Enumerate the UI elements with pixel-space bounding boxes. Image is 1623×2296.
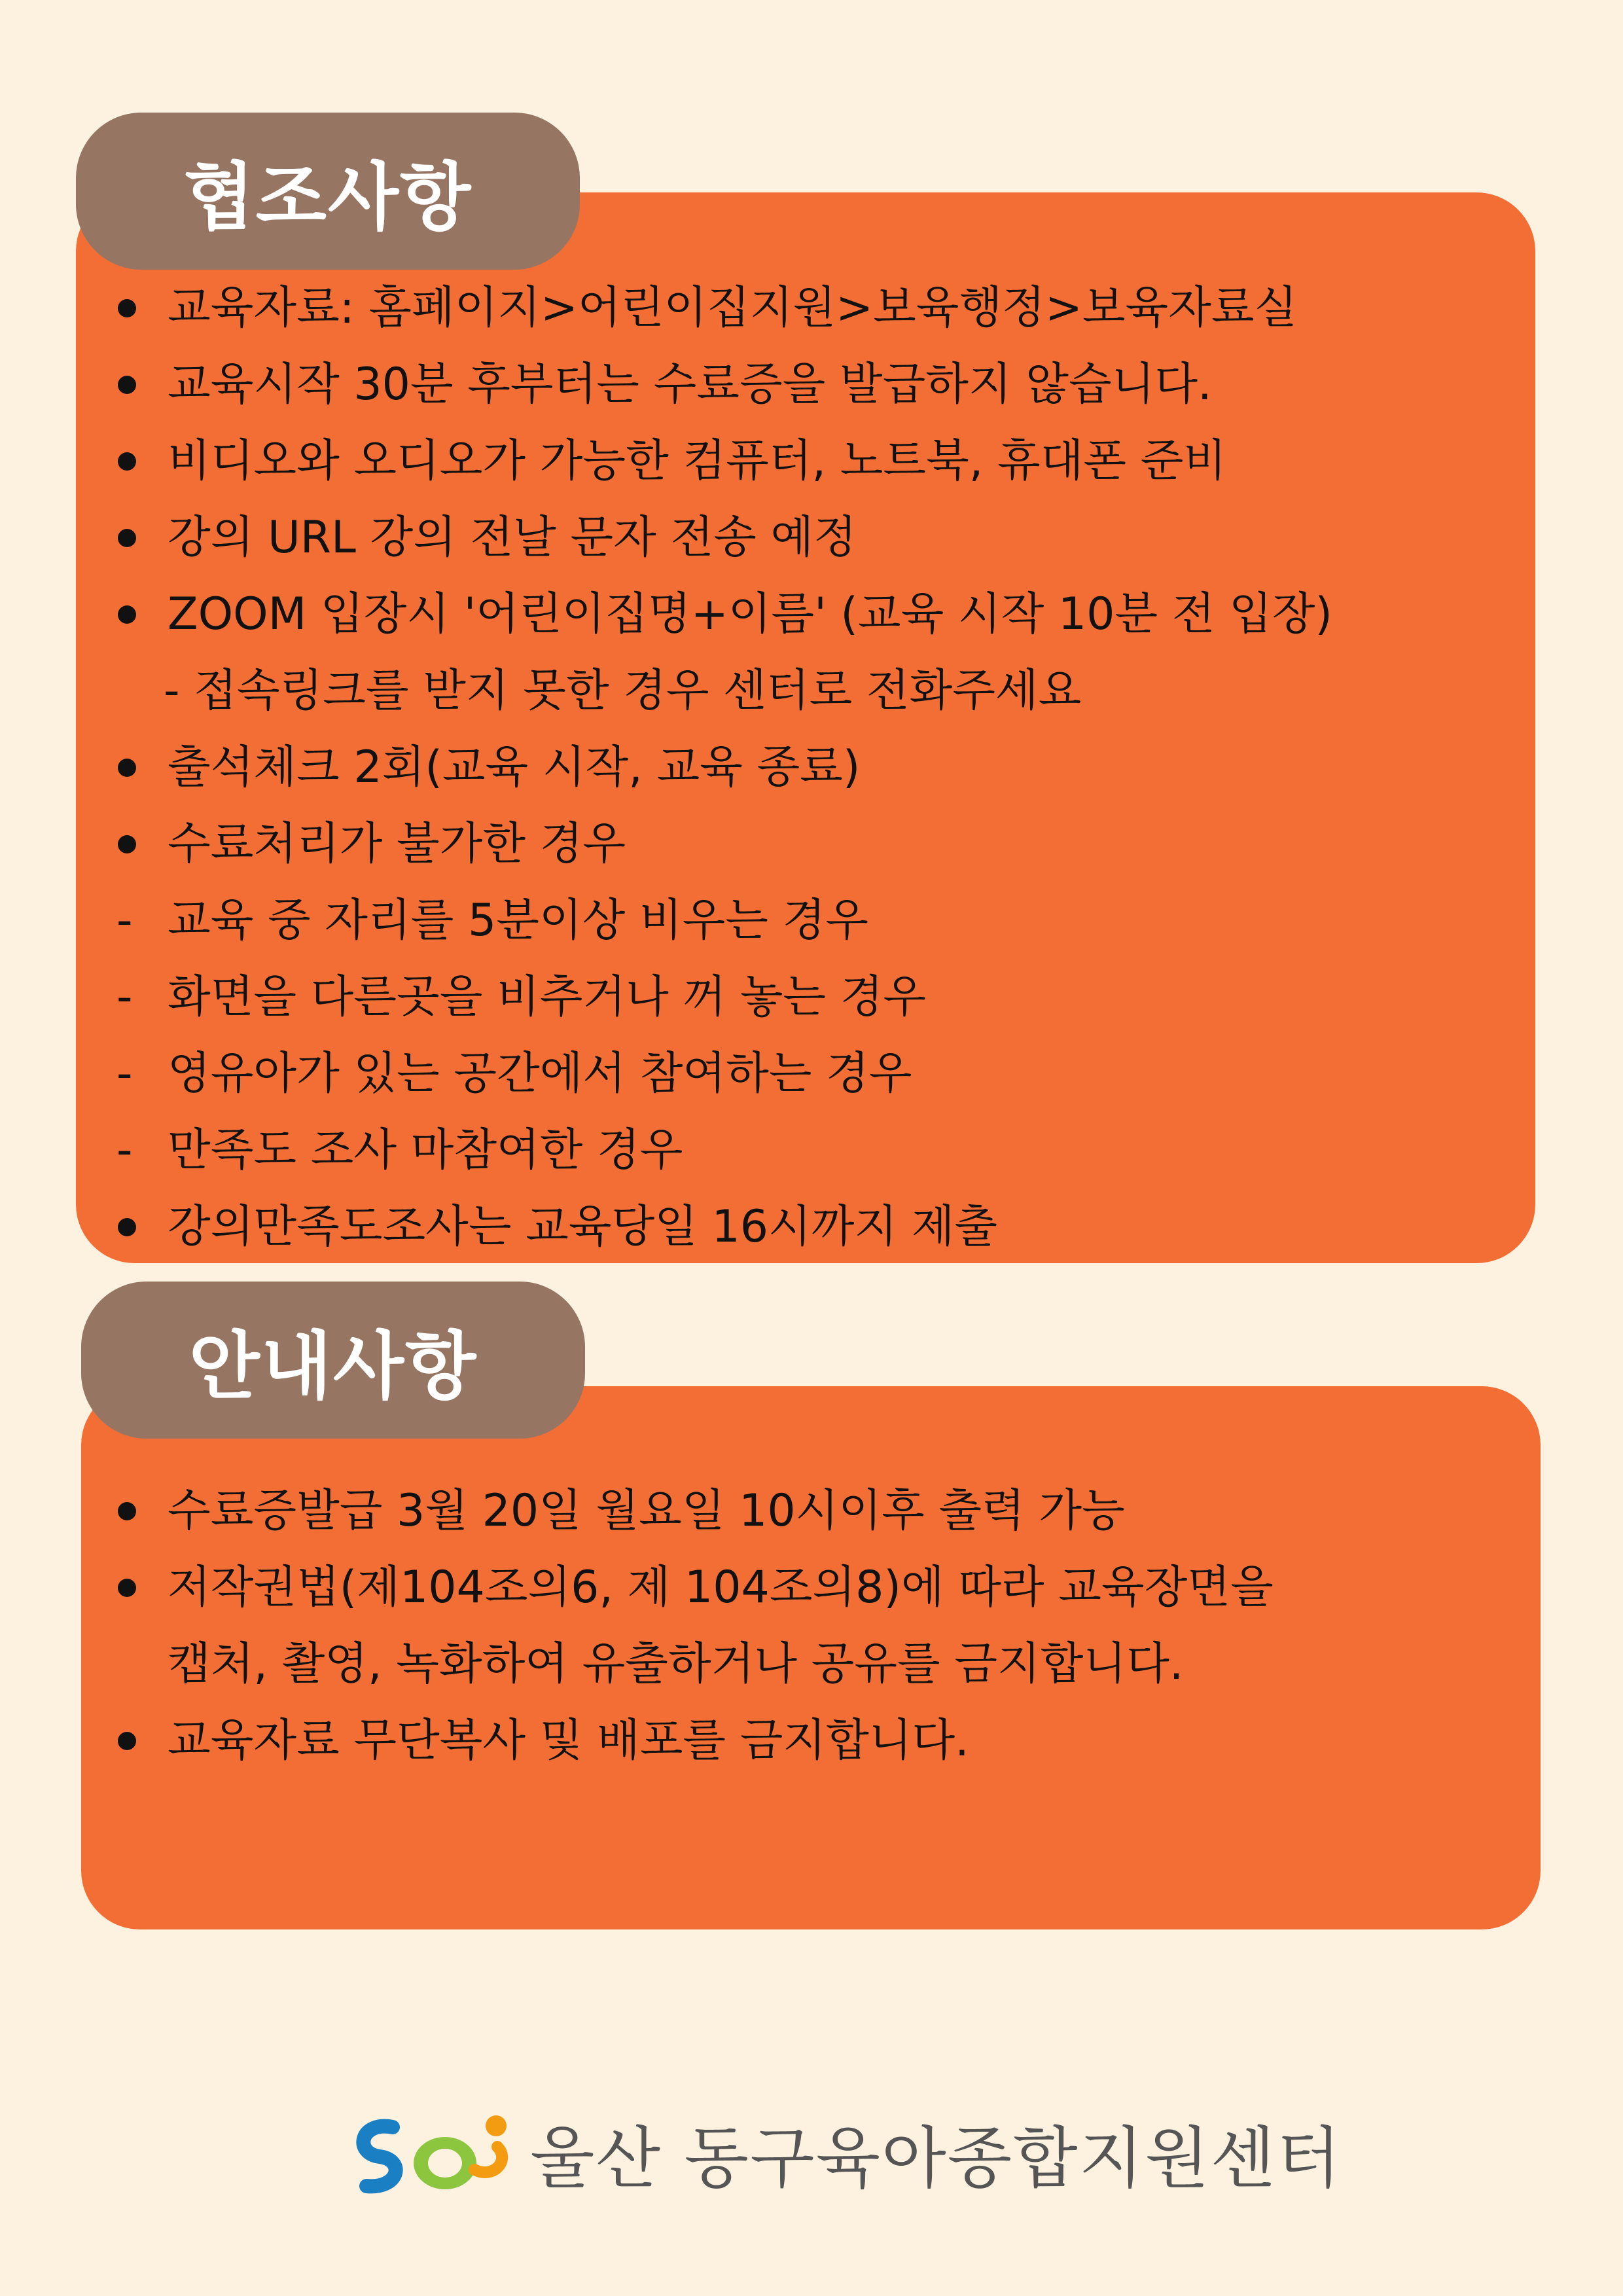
list-item: 교육자료 무단복사 및 배포를 금지합니다. bbox=[111, 1702, 1274, 1779]
list-item: - 만족도 조사 마참여한 경우 bbox=[111, 1112, 1332, 1189]
list-item: 캡처, 촬영, 녹화하여 유출하거나 공유를 금지합니다. bbox=[168, 1638, 1184, 1690]
notice-list bbox=[111, 1473, 1274, 1779]
list-item: 수료증발급 3월 20일 월요일 10시이후 출력 가능 bbox=[111, 1473, 1274, 1549]
list-item: - 화면을 다른곳을 비추거나 꺼 놓는 경우 bbox=[111, 959, 1332, 1035]
list-item: ZOOM 입장시 '어린이집명+이름' (교육 시작 10분 전 입장) bbox=[111, 576, 1332, 653]
list-item: 저작권법(제104조의6, 제 104조의8)에 따라 교육장면을 bbox=[111, 1549, 1274, 1626]
list-item: - 교육 중 자리를 5분이상 비우는 경우 bbox=[111, 882, 1332, 959]
list-item: 강의 URL 강의 전날 문자 전송 예정 bbox=[111, 499, 1332, 576]
cooperation-title: 협조사항 bbox=[76, 113, 580, 270]
list-item: 교육자료: 홈페이지>어린이집지원>보육행정>보육자료실 bbox=[111, 270, 1332, 346]
list-item: - 접속링크를 받지 못한 경우 센터로 전화주세요 bbox=[164, 665, 1082, 717]
center-logo-icon bbox=[347, 2108, 517, 2199]
list-item: 비디오와 오디오가 가능한 컴퓨터, 노트북, 휴대폰 준비 bbox=[111, 423, 1332, 499]
list-item: - 영유아가 있는 공간에서 참여하는 경우 bbox=[111, 1035, 1332, 1112]
list-item: 출석체크 2회(교육 시작, 교육 종료) bbox=[111, 729, 1332, 806]
list-item: 강의만족도조사는 교육당일 16시까지 제출 bbox=[111, 1189, 1332, 1265]
org-name: 울산 동구육아종합지원센터 bbox=[530, 2120, 1342, 2198]
list-item: 수료처리가 불가한 경우 bbox=[111, 806, 1332, 882]
list-item: 교육시작 30분 후부터는 수료증을 발급하지 않습니다. bbox=[111, 346, 1332, 423]
footer bbox=[347, 2108, 1342, 2199]
notice-title: 안내사항 bbox=[81, 1282, 585, 1439]
cooperation-list bbox=[111, 270, 1332, 1265]
